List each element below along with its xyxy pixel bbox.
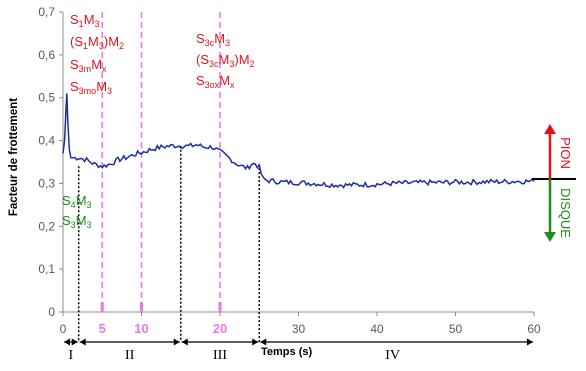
x-tick-label: 20 [212,321,228,336]
zone-arrow-right-icon [527,339,533,346]
annotation-s1m3-m2: $(S_1M_3)M_2$ [70,34,125,51]
annotation-s4m3: $S_4M_3$ [62,193,92,210]
annotation-s3c-m3-m2: $(S_{3c}M_3)M_2$ [196,52,255,69]
zone-arrow-left-icon [182,339,188,346]
x-tick-label: 60 [527,322,541,336]
zone-label: II [125,348,135,363]
x-tick-label-highlight: 5 [98,321,106,336]
pink-tick-mark [140,302,143,312]
y-tick-label: 0,7 [38,5,55,19]
y-tick-label: 0,4 [38,133,55,148]
zone-label: III [213,348,227,363]
annotation-s3ox-mx: $S_{3ox}M_x$ [196,73,235,90]
y-axis-label: Facteur de frottement [8,97,20,217]
disque-label: DISQUE [558,188,573,238]
x-axis-label: Temps (s) [261,346,313,358]
disque-arrow-head-icon [544,232,556,242]
pink-tick-mark [101,302,104,312]
annotation-red-right [196,31,255,90]
zone-arrow-right-icon [174,339,180,346]
annotation-s3m-mx: $S_{3m}M_x$ [70,57,107,74]
annotation-s1m3: $S_1M_3$ [70,12,100,29]
x-tick-label: 50 [448,322,463,336]
pink-tick-marks [101,302,222,312]
y-tick-label: 0,2 [38,219,55,234]
x-tick-label: 10 [134,321,149,336]
pink-tick-mark [219,302,222,312]
zone-arrow-right-icon [72,339,78,346]
y-tick-label: 0 [48,305,55,319]
y-tick-label: 0,3 [38,176,55,191]
pion-disque-indicator [544,124,573,242]
friction-series-line [63,93,534,187]
annotation-green-left [62,193,92,230]
annotation-s3m3: $S_3M_3$ [62,213,92,230]
zone-label: IV [385,348,401,363]
annotation-s3c-m3: $S_{3c}M_3$ [196,31,231,48]
zone-arrow-left-icon [260,339,266,346]
pion-label: PION [558,137,573,169]
x-tick-label: 0 [59,322,67,336]
y-tick-label: 0,1 [38,262,55,277]
zone-label: I [68,348,74,363]
zone-arrow-left-icon [64,339,70,346]
y-ticks [38,5,63,319]
annotation-s3mo-m3: $S_{3mo}M_3$ [70,79,113,96]
x-tick-label: 40 [370,322,384,336]
annotation-red-left [70,12,124,96]
zone-arrow-right-icon [252,339,258,346]
y-tick-label: 0,5 [38,90,55,105]
zone-arrow-left-icon [80,339,86,346]
pion-arrow-head-icon [544,124,556,134]
x-tick-label: 30 [291,322,306,336]
x-ticks [60,312,541,336]
y-tick-label: 0,6 [38,47,55,62]
